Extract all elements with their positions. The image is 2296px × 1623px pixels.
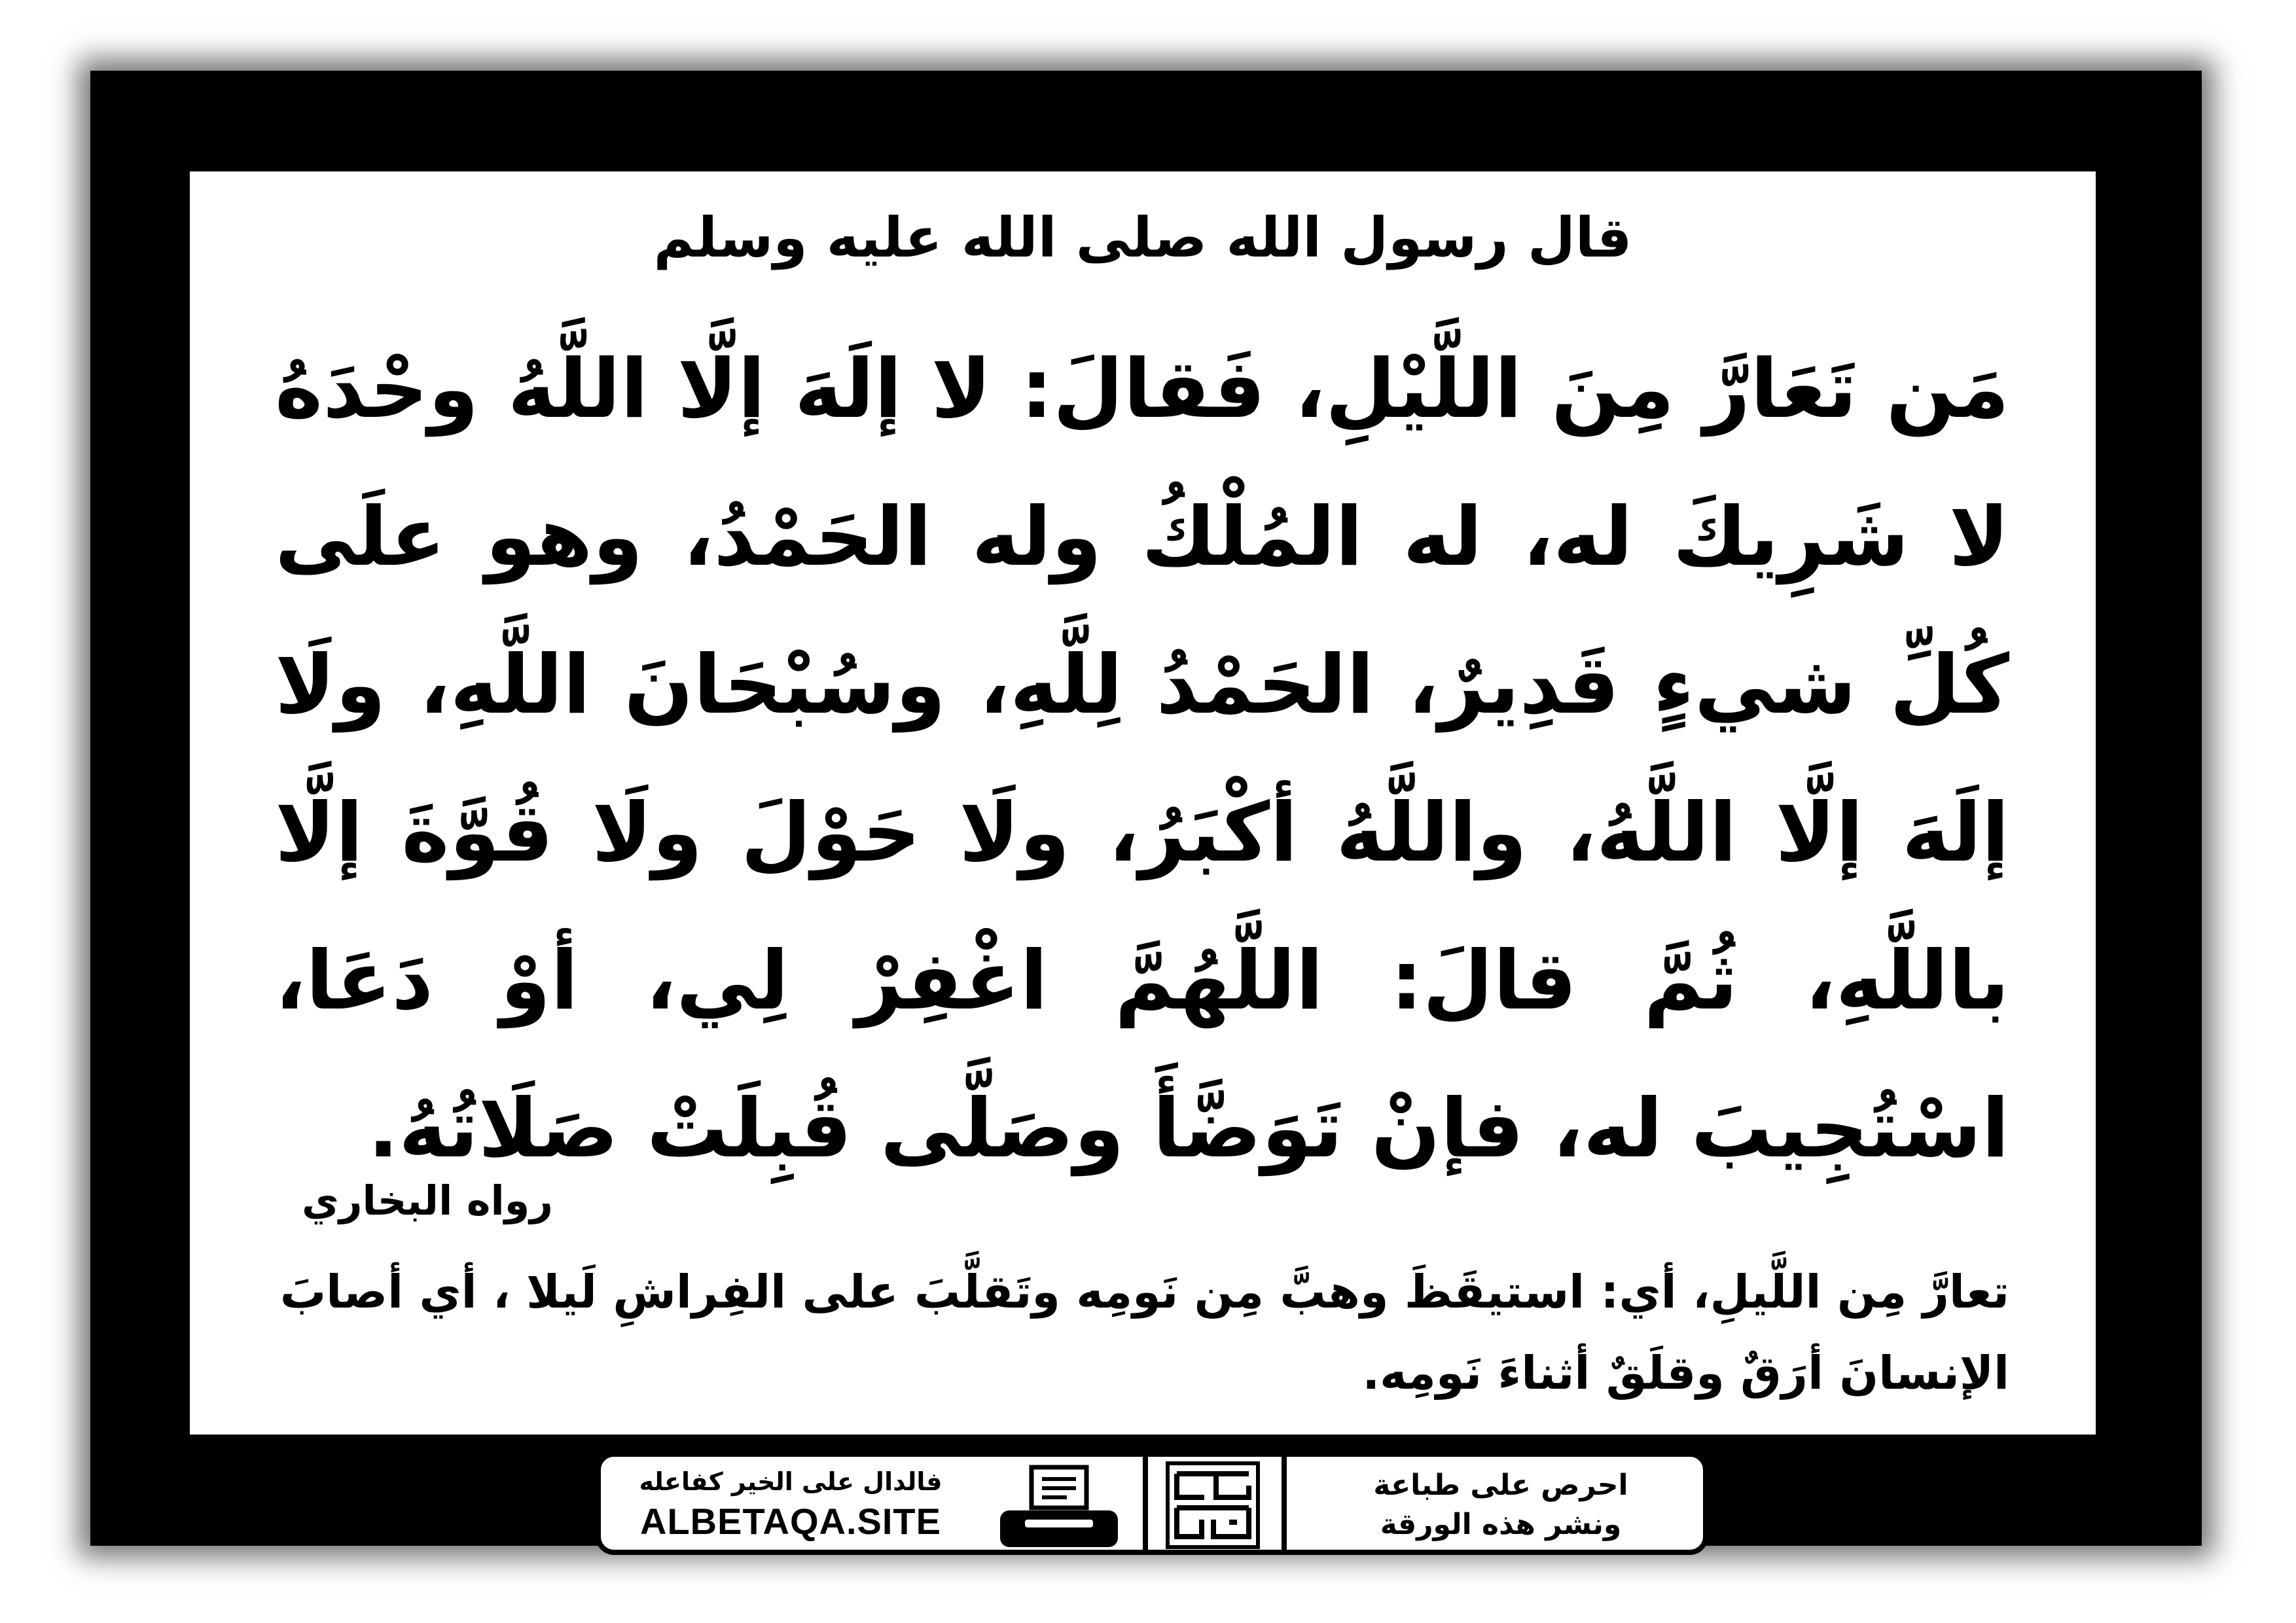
content-panel <box>190 171 2096 1435</box>
footer-website-block <box>620 1463 961 1547</box>
footer-badge <box>596 1452 1708 1555</box>
footer-note-line1: احرص على طباعة <box>1373 1469 1628 1502</box>
footer-tagline: فالدال على الخير كفاعله <box>639 1467 942 1496</box>
explanation-text: تعارَّ مِن اللَّيلِ، أي: استيقَظَ وهبَّ مِن نَومِه وتَقلَّبَ على الفِراشِ لَيلا ، أي أصابَ الإنسانَ أرَقٌ وقلَقٌ أثناءَ نَومِه. <box>279 1265 2009 1400</box>
footer-note-line2: ونشر هذه الورقة <box>1380 1508 1622 1541</box>
footer-site-link[interactable]: ALBETAQA.SITE <box>640 1501 941 1542</box>
page-title: قال رسول الله صلى الله عليه وسلم <box>653 205 1632 270</box>
footer-divider-left <box>1143 1457 1148 1550</box>
footer-note-block <box>1308 1466 1694 1547</box>
printer-icon <box>994 1465 1124 1550</box>
footer-divider-right <box>1282 1457 1287 1550</box>
hadith-source: رواه البخاري <box>302 1177 553 1224</box>
hadith-text: مَن تَعَارَّ مِنَ اللَّيْلِ، فَقالَ: لا إلَهَ إلَّا اللَّهُ وحْدَهُ لا شَرِيكَ له، له المُلْكُ وله الحَمْدُ، وهو علَى كُلِّ شيءٍ قَدِيرٌ، الحَمْدُ لِلَّهِ، وسُبْحَانَ اللَّهِ، ولَا إلَهَ إلَّا اللَّهُ، واللَّهُ أكْبَرُ، ولَا حَوْلَ ولَا قُوَّةَ إلَّا باللَّهِ، ثُمَّ قالَ: اللَّهُمَّ اغْفِرْ لِي، أوْ دَعَا، اسْتُجِيبَ له، فإنْ تَوَضَّأَ وصَلَّى قُبِلَتْ صَلَاتُهُ. <box>275 342 2009 1176</box>
dawat-alwaraqa-logo <box>1164 1459 1262 1551</box>
